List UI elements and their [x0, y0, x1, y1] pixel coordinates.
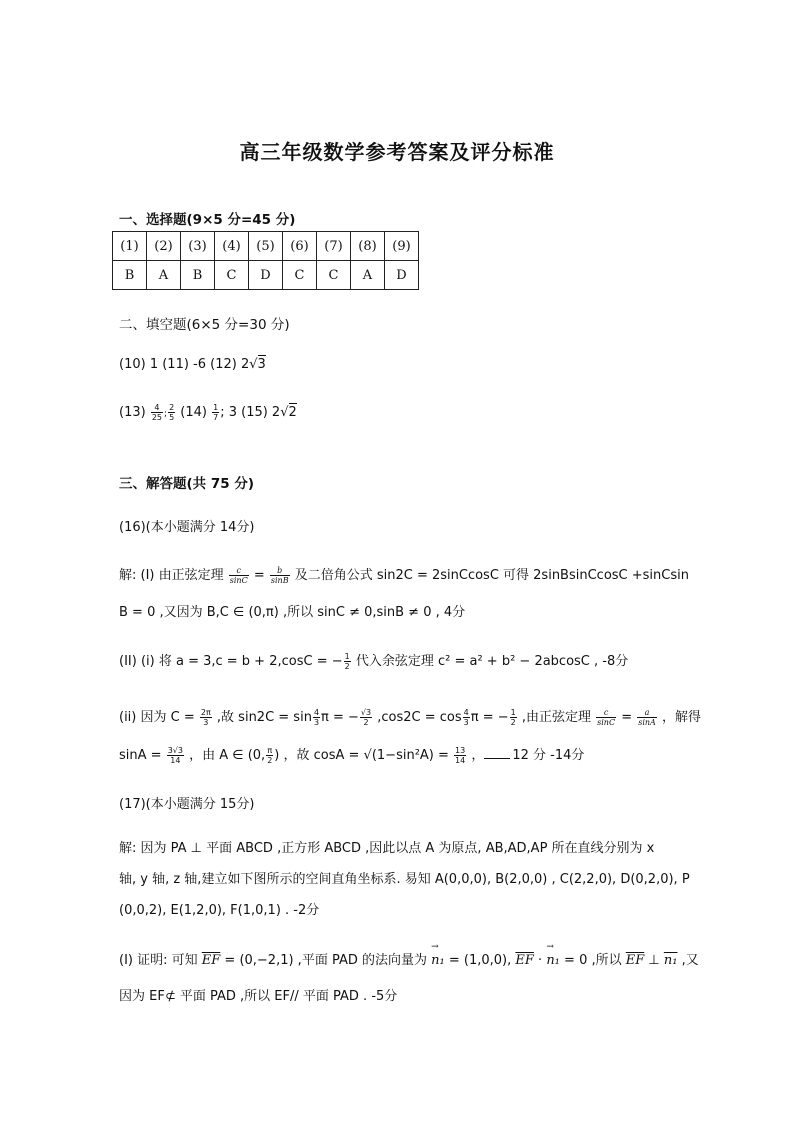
answer-cell: C [215, 261, 249, 290]
q16-text: ,故 sin2C = sin [212, 710, 312, 725]
vector-ef: $\overline{EF}$ [625, 953, 645, 968]
numerator: 1 [344, 652, 350, 661]
q16-text: π = − [470, 710, 509, 725]
fill-answers-line-1 [119, 357, 266, 372]
fraction [266, 746, 273, 765]
question-number: (8) [351, 232, 385, 261]
q17-line-1: 解: 因为 PA ⊥ 平面 ABCD ,正方形 ABCD ,因此以点 A 为原点, AB,AD,AP 所在直线分别为 x [119, 841, 655, 856]
answer-row [113, 261, 419, 290]
answer-cell: A [147, 261, 181, 290]
answer-blank [484, 758, 510, 759]
denominator: 2 [363, 718, 369, 727]
vector-n1: n₁ [663, 953, 678, 968]
numerator: c [229, 566, 249, 576]
q17-text: = (0,−2,1) ,平面 PAD 的法向量为 [220, 953, 432, 968]
radicand: 2 [288, 405, 297, 420]
numerator: b [270, 566, 290, 576]
denominator: 14 [455, 756, 466, 765]
q17-line-2: 轴, y 轴, z 轴,建立如下图所示的空间直角坐标系. 易知 A(0,0,0), B(2,0,0) , C(2,2,0), D(0,2,0), P [119, 872, 690, 887]
fraction [212, 403, 219, 422]
question-number: (1) [113, 232, 147, 261]
denominator: sinC [597, 718, 616, 727]
q17-header: (17)(本小题满分 15分) [119, 797, 255, 812]
q17-text: ⊥ [644, 953, 664, 968]
q16-text: sinA = [119, 748, 166, 763]
question-number: (6) [283, 232, 317, 261]
fraction [344, 652, 351, 671]
q16-text: ，解得 [657, 710, 701, 725]
q16-text: 12 分 -14分 [512, 748, 585, 763]
numerator: 13 [455, 746, 466, 755]
question-number: (7) [317, 232, 351, 261]
q16-text: 及二倍角公式 sin2C = 2sinCcosC 可得 2sinBsinCcosC +sinCsin [290, 568, 689, 583]
answer-cell: C [317, 261, 351, 290]
denominator: 5 [169, 413, 175, 422]
q16-text: ， [467, 748, 485, 763]
denominator: 2 [267, 756, 273, 765]
question-number-row [113, 232, 419, 261]
fill-answers-text: (10) 1 (11) -6 (12) 2√ [119, 357, 258, 372]
answer-table [112, 231, 419, 290]
fraction [313, 708, 320, 727]
denominator: sinA [638, 718, 656, 727]
q16-text: (II) (i) 将 a = 3,c = b + 2,cosC = − [119, 654, 343, 669]
q16-header: (16)(本小题满分 14分) [119, 520, 255, 535]
fill-answers-text: ; 3 (15) 2√ [220, 405, 289, 420]
q16-text: (ii) 因为 C = [119, 710, 199, 725]
fraction [454, 746, 466, 765]
section-heading-choice: 一、选择题(9×5 分=45 分) [119, 212, 296, 228]
answer-cell: C [283, 261, 317, 290]
fraction [167, 746, 184, 765]
vector-n1: → n₁ [431, 953, 445, 968]
numerator: 2 [169, 403, 175, 412]
denominator: 2 [344, 662, 350, 671]
q17-line-4 [119, 949, 699, 968]
answer-cell: D [385, 261, 419, 290]
denominator: sinB [270, 576, 289, 585]
numerator: 1 [213, 403, 219, 412]
q16-line-1: 解: (I) 由正弦定理 $\frac{c}{\sin C}$ = $\frac{b}{\sin B}$ 及二倍角公式 sin2C = 2sinCcosC 可得 2sinBsinCcosC +sinCsin [119, 566, 689, 585]
q16-text: ,cos2C = cos [373, 710, 462, 725]
fraction [168, 403, 175, 422]
numerator: 3√3 [167, 746, 183, 755]
denominator: 2 [510, 718, 516, 727]
fraction [596, 708, 616, 727]
numerator: √3 [360, 708, 372, 717]
q17-text: = (1,0,0), [444, 953, 516, 968]
denominator: 7 [213, 413, 219, 422]
section-heading-solutions: 三、解答题(共 75 分) [119, 476, 255, 492]
q16-line-5 [119, 744, 584, 765]
q17-text: = 0 ,所以 [559, 953, 626, 968]
section-heading-fill: 二、填空题(6×5 分=30 分) [119, 317, 290, 333]
q16-text: ) ，故 cosA = √(1−sin²A) = [274, 748, 454, 763]
denominator: sinC [229, 576, 248, 585]
fraction [637, 708, 657, 727]
fraction [360, 708, 372, 727]
numerator: a [637, 708, 657, 718]
q17-text: ,又 [677, 953, 699, 968]
q16-text: ,由正弦定理 [517, 710, 596, 725]
numerator: 2π [200, 708, 211, 717]
fraction [200, 708, 212, 727]
page-title: 高三年级数学参考答案及评分标准 [239, 140, 555, 164]
q17-text: (I) 证明: 可知 [119, 953, 202, 968]
vector-ef: $\overline{EF}$ [201, 953, 221, 968]
q17-line-3: (0,0,2), E(1,2,0), F(1,0,1) . -2分 [119, 903, 320, 918]
q16-line-3 [119, 650, 628, 671]
question-number: (3) [181, 232, 215, 261]
fraction [270, 566, 290, 585]
denominator: 25 [151, 413, 163, 422]
numerator: 4 [313, 708, 320, 717]
separator: ; [164, 409, 168, 419]
fraction [463, 708, 470, 727]
fill-answers-text: (14) [176, 405, 212, 420]
numerator: c [596, 708, 616, 718]
q16-line-2: B = 0 ,又因为 B,C ∈ (0,π) ,所以 sinC ≠ 0,sinB ≠ 0 , 4分 [119, 605, 466, 620]
question-number: (4) [215, 232, 249, 261]
denominator: 3 [203, 718, 209, 727]
vector-n1: → n₁ [546, 953, 560, 968]
q17-line-5: 因为 EF⊄ 平面 PAD ,所以 EF// 平面 PAD . -5分 [119, 989, 398, 1004]
numerator: 4 [151, 403, 163, 413]
fill-answers-line-2 [119, 403, 297, 422]
question-number: (9) [385, 232, 419, 261]
numerator: 4 [463, 708, 469, 717]
vector-ef: $\overline{EF}$ [515, 953, 534, 968]
answer-cell: B [113, 261, 147, 290]
answer-cell: D [249, 261, 283, 290]
answer-cell: B [181, 261, 215, 290]
radicand: 3 [257, 357, 266, 372]
denominator: 3 [313, 718, 320, 727]
denominator: 3 [463, 718, 469, 727]
q16-text: π = − [321, 710, 359, 725]
fraction [229, 566, 249, 585]
fill-answers-text: (13) [119, 405, 150, 420]
denominator: 14 [170, 756, 181, 765]
numerator: 1 [510, 708, 516, 717]
q16-text: 解: (I) 由正弦定理 [119, 568, 228, 583]
q16-line-4: (ii) 因为 C = $\frac{2\pi}{3}$ ,故 sin2C = sin $\frac{4}{3}$ π = − $\frac{√3}{2}$ ,cos2C = cos $\frac{4}{3}$ π = − $\frac{1}{2}$ ,由正弦定理 $\frac{c}{\sin C}$ = $\frac{a}{\sin A}$ ，解得 [119, 708, 701, 727]
q16-text: 代入余弦定理 c² = a² + b² − 2abcosC , -8分 [351, 654, 629, 669]
q16-text: ，由 A ∈ (0, [184, 748, 266, 763]
answer-cell: A [351, 261, 385, 290]
q17-text: · [533, 953, 547, 968]
question-number: (2) [147, 232, 181, 261]
numerator: π [267, 746, 273, 755]
fraction [510, 708, 517, 727]
question-number: (5) [249, 232, 283, 261]
fraction [151, 403, 163, 422]
